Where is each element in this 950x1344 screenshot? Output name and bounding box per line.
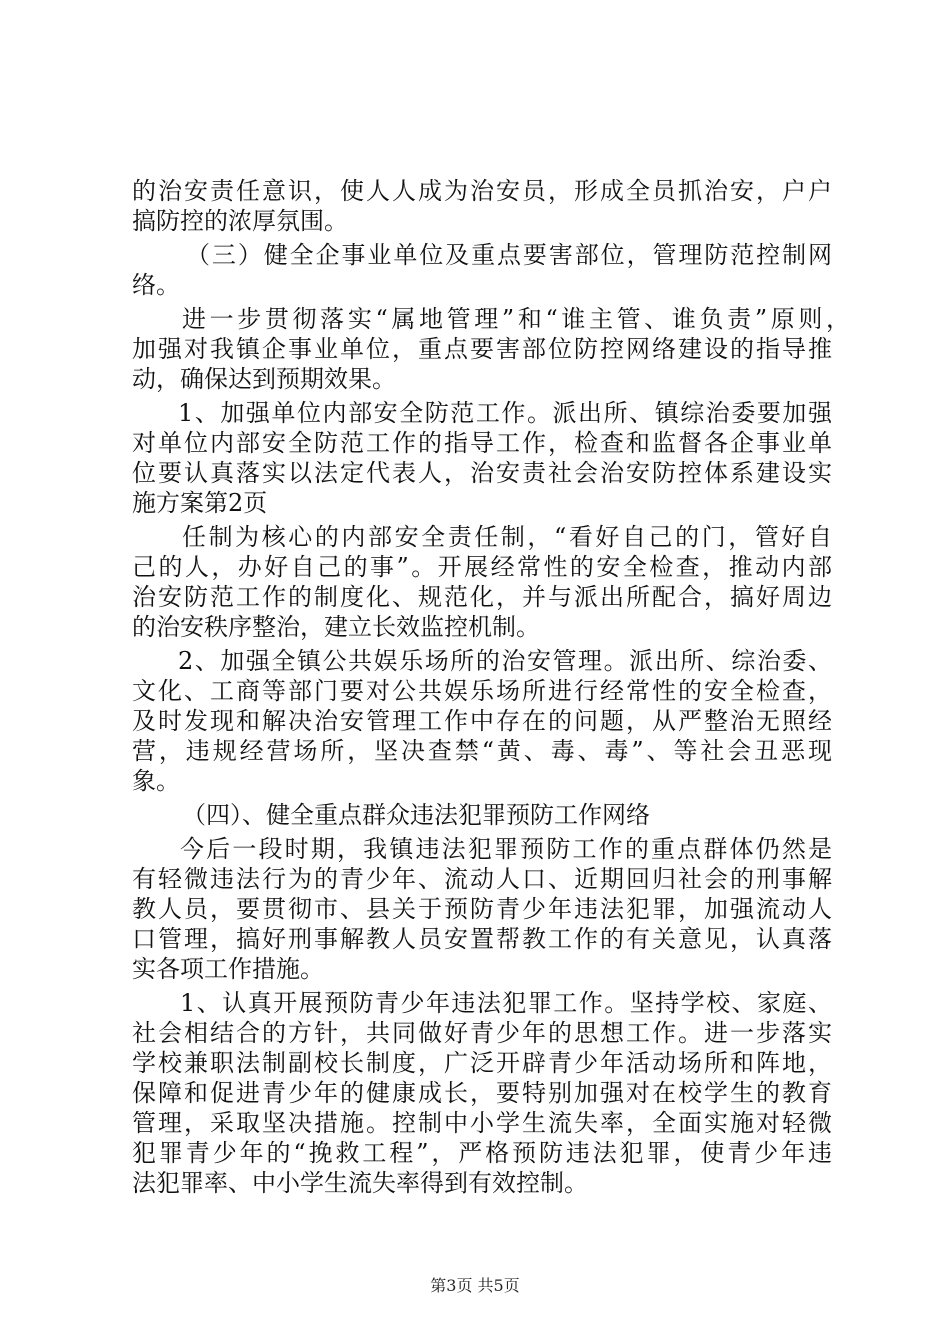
text-line: 今后一段时期，我镇违法犯罪预防工作的重点群体仍然是 xyxy=(180,835,832,863)
section-heading: （三）健全企事业单位及重点要害部位，管理防范控制网 xyxy=(186,241,832,269)
section-heading: （四）、健全重点群众违法犯罪预防工作网络 xyxy=(182,801,650,829)
text-line: 任制为核心的内部安全责任制，“看好自己的门，管好自 xyxy=(182,523,832,551)
page-footer: 第3页 共5页 xyxy=(430,1276,520,1295)
text-line: 保障和促进青少年的健康成长，要特别加强对在校学生的教育 xyxy=(132,1079,832,1107)
section-heading: 络。 xyxy=(132,271,180,299)
text-line: 的治安责任意识，使人人成为治安员，形成全员抓治安，户户 xyxy=(132,177,832,205)
text-line: 象。 xyxy=(132,767,180,795)
text-line: 1、加强单位内部安全防范工作。派出所、镇综治委要加强 xyxy=(178,399,832,427)
text-line: 动，确保达到预期效果。 xyxy=(132,365,396,393)
text-line: 实各项工作措施。 xyxy=(132,955,324,983)
text-line: 社会相结合的方针，共同做好青少年的思想工作。进一步落实 xyxy=(132,1019,832,1047)
text-line: 的治安秩序整治，建立长效监控机制。 xyxy=(132,613,540,641)
text-line: 有轻微违法行为的青少年、流动人口、近期回归社会的刑事解 xyxy=(132,865,832,893)
text-line: 对单位内部安全防范工作的指导工作，检查和监督各企事业单 xyxy=(132,429,832,457)
text-line: 及时发现和解决治安管理工作中存在的问题，从严整治无照经 xyxy=(132,707,832,735)
text-line: 搞防控的浓厚氛围。 xyxy=(132,207,348,235)
text-line: 学校兼职法制副校长制度，广泛开辟青少年活动场所和阵地， xyxy=(132,1049,832,1077)
text-line: 1、认真开展预防青少年违法犯罪工作。坚持学校、家庭、 xyxy=(180,989,832,1017)
text-line: 位要认真落实以法定代表人，治安责社会治安防控体系建设实 xyxy=(132,459,832,487)
text-line: 施方案第2页 xyxy=(132,489,268,517)
text-line: 加强对我镇企事业单位，重点要害部位防控网络建设的指导推 xyxy=(132,335,832,363)
text-line: 犯罪青少年的“挽救工程”，严格预防违法犯罪，使青少年违 xyxy=(132,1139,832,1167)
text-line: 2、加强全镇公共娱乐场所的治安管理。派出所、综治委、 xyxy=(178,647,832,675)
text-line: 文化、工商等部门要对公共娱乐场所进行经常性的安全检查， xyxy=(132,677,832,705)
text-line: 口管理，搞好刑事解教人员安置帮教工作的有关意见，认真落 xyxy=(132,925,832,953)
text-line: 己的人，办好自己的事”。开展经常性的安全检查，推动内部 xyxy=(132,553,832,581)
text-line: 教人员，要贯彻市、县关于预防青少年违法犯罪，加强流动人 xyxy=(132,895,832,923)
text-line: 法犯罪率、中小学生流失率得到有效控制。 xyxy=(132,1169,588,1197)
text-line: 治安防范工作的制度化、规范化，并与派出所配合，搞好周边 xyxy=(132,583,832,611)
text-line: 营，违规经营场所，坚决查禁“黄、毒、毒”、等社会丑恶现 xyxy=(132,737,832,765)
text-line: 管理，采取坚决措施。控制中小学生流失率，全面实施对轻微 xyxy=(132,1109,832,1137)
text-line: 进一步贯彻落实“属地管理”和“谁主管、谁负责”原则， xyxy=(182,305,850,333)
